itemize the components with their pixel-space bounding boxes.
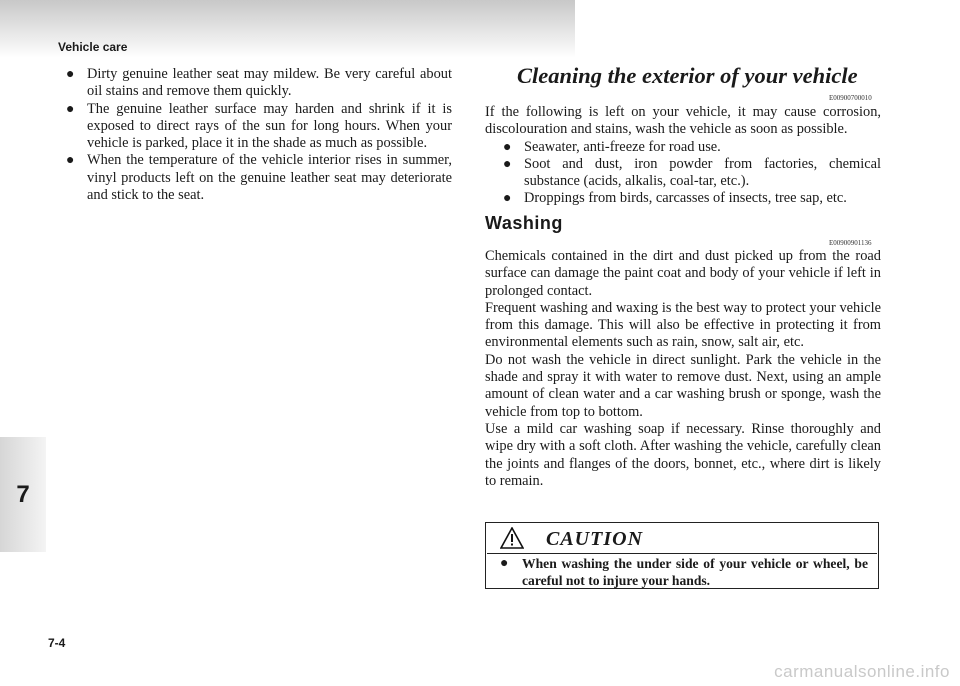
paragraph: Do not wash the vehicle in direct sunlight. Park the vehicle in the shade and spray it with water to remove dust. Next, using an ample amount of clean water and a car washing brush or sponge, wash the vehicle from top to bottom. — [485, 351, 881, 420]
section-title: Cleaning the exterior of your vehicle — [517, 63, 858, 88]
caution-box — [485, 522, 879, 589]
list-item: ● Droppings from birds, carcasses of insects, tree sap, etc. — [503, 190, 881, 207]
right-column — [485, 104, 881, 208]
page-number: 7-4 — [48, 636, 66, 650]
watermark: carmanualsonline.info — [774, 662, 950, 681]
section-intro: If the following is left on your vehicle, it may cause corrosion, discolouration and stains, wash the vehicle as soon as possible. — [485, 104, 881, 138]
paragraph: Use a mild car washing soap if necessary. Rinse thoroughly and wipe dry with a soft cloth. After washing the vehicle, carefully clean the joints and flanges of the doors, bonnet, etc., where dirt is likely to remain. — [485, 420, 881, 489]
warning-triangle-icon — [500, 527, 524, 549]
left-column — [66, 66, 452, 204]
chapter-tab — [0, 437, 46, 552]
list-item: ● Dirty genuine leather seat may mildew. Be very careful about oil stains and remove them quickly. — [66, 66, 452, 101]
section-code: E00900700010 — [829, 94, 872, 102]
caution-divider — [487, 553, 877, 554]
list-item: ● The genuine leather surface may harden and shrink if it is exposed to direct rays of the sun for long hours. When your vehicle is parked, place it in the shade as much as possible. — [66, 101, 452, 153]
list-item: ● Soot and dust, iron powder from factories, chemical substance (acids, alkalis, coal-tar, etc.). — [503, 156, 881, 191]
list-item: ● When washing the under side of your vehicle or wheel, be careful not to injure your hands. — [500, 555, 868, 589]
list-item: ● Seawater, anti-freeze for road use. — [503, 139, 881, 156]
caution-label: CAUTION — [546, 528, 644, 550]
paragraph: Chemicals contained in the dirt and dust picked up from the road surface can damage the paint coat and body of your vehicle if left in prolonged contact. — [485, 248, 881, 299]
hazard-list — [503, 139, 881, 208]
washing-code: E00900901136 — [829, 239, 872, 247]
washing-heading: Washing — [485, 213, 563, 233]
leather-care-list — [66, 66, 452, 204]
washing-body — [485, 248, 881, 490]
caution-list — [500, 555, 868, 589]
chapter-number: 7 — [16, 481, 30, 508]
paragraph: Frequent washing and waxing is the best way to protect your vehicle from this damage. This will also be effective in protecting it from environmental elements such as rain, snow, salt air, etc. — [485, 299, 881, 351]
running-header: Vehicle care — [58, 40, 128, 54]
list-item: ● When the temperature of the vehicle interior rises in summer, vinyl products left on the genuine leather seat may deteriorate and stick to the seat. — [66, 152, 452, 204]
